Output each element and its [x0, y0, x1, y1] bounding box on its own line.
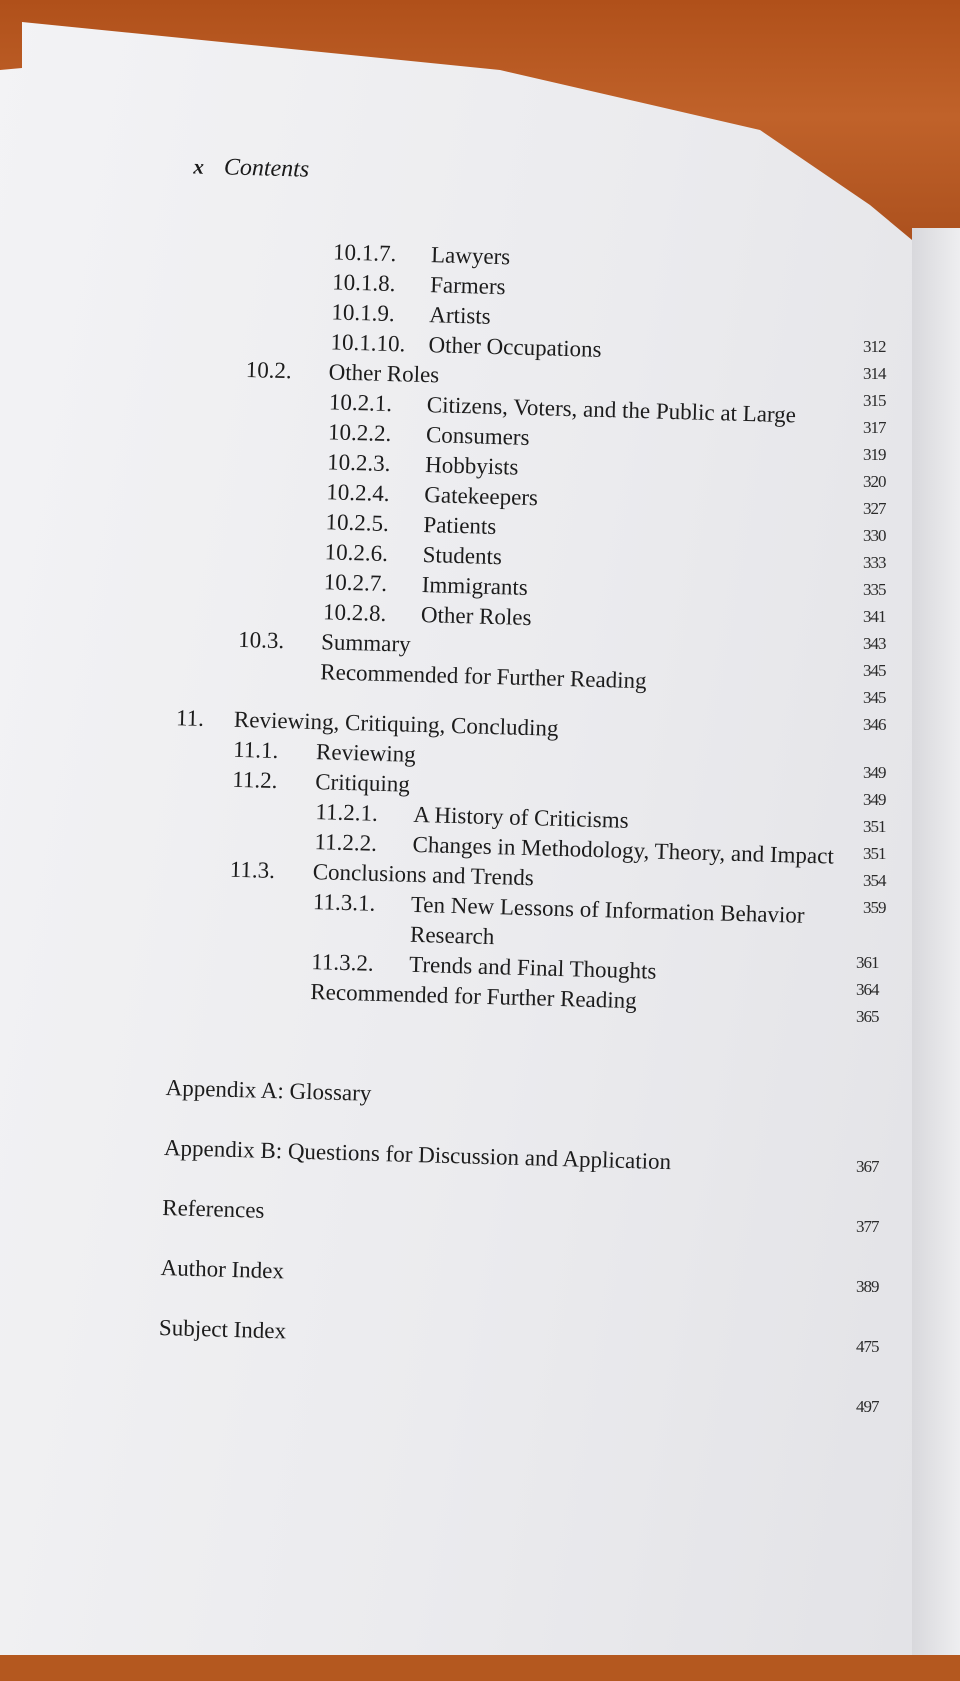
page-number: 314: [863, 364, 886, 383]
page-number: 359: [863, 898, 886, 917]
toc-number: [312, 917, 411, 950]
toc-label: Critiquing: [314, 769, 411, 797]
toc-number: 10.2.3.: [326, 449, 391, 477]
toc-number: 10.2.7.: [323, 569, 388, 597]
toc-label: Gatekeepers: [424, 482, 539, 511]
page-number: 320: [863, 472, 886, 491]
toc-label: Consumers: [425, 422, 530, 450]
page-number: 327: [863, 499, 886, 518]
page-number: 351: [863, 844, 886, 863]
toc-label: Recommended for Further Reading: [320, 659, 647, 694]
page-number: 475: [856, 1337, 879, 1356]
toc-label: References: [161, 1195, 265, 1223]
toc-label: Other Occupations: [428, 332, 602, 362]
toc-back-matter-entry: [162, 1193, 265, 1226]
toc-label: Hobbyists: [424, 452, 519, 480]
page-number: 349: [863, 763, 886, 782]
page-number: 333: [863, 553, 886, 572]
toc-entry: [238, 625, 411, 660]
toc-number: 10.1.8.: [331, 269, 396, 297]
toc-entry: [232, 765, 410, 800]
toc-number: 10.2.5.: [325, 509, 390, 537]
toc-label: Immigrants: [421, 572, 529, 600]
page-number: 389: [856, 1277, 879, 1296]
running-head-title: Contents: [223, 154, 310, 183]
toc-entry: [324, 537, 502, 572]
toc-label: Other Roles: [328, 359, 440, 388]
toc-number: 10.2.8.: [322, 599, 387, 627]
page-number: 317: [863, 418, 886, 437]
toc-entry: [333, 237, 511, 272]
toc-label: Farmers: [429, 272, 506, 300]
toc-label: Author Index: [160, 1254, 285, 1284]
page-number: 351: [863, 817, 886, 836]
toc-number: [237, 655, 321, 687]
page-number: 367: [856, 1157, 879, 1176]
toc-label: Patients: [423, 512, 497, 540]
toc-number: 10.2.2.: [327, 419, 392, 447]
page-number: 497: [856, 1397, 879, 1416]
toc-entry: [325, 507, 497, 542]
toc-number: 10.2.6.: [324, 539, 389, 567]
toc-number: 10.3.: [237, 626, 285, 654]
toc-label: A History of Criticisms: [413, 801, 630, 833]
page-number: 330: [863, 526, 886, 545]
toc-label: Appendix B: Questions for Discussion and Application: [163, 1135, 672, 1175]
toc-label: Conclusions and Trends: [312, 859, 535, 891]
toc-label: Reviewing: [315, 739, 417, 767]
toc-number: 11.2.1.: [315, 799, 379, 826]
page-number: 345: [863, 688, 886, 707]
toc-label: Citizens, Voters, and the Public at Large: [426, 392, 797, 428]
toc-number: 10.1.10.: [330, 329, 406, 357]
page-number: 364: [856, 980, 879, 999]
page-number: 335: [863, 580, 886, 599]
toc-label: Reviewing, Critiquing, Concluding: [233, 706, 559, 741]
page-number: 343: [863, 634, 886, 653]
page-number: 354: [863, 871, 886, 890]
toc-label: Changes in Methodology, Theory, and Impact: [412, 831, 835, 869]
toc-label: Research: [409, 921, 495, 950]
toc-number: 11.1.: [232, 736, 279, 764]
toc-number: 11.3.: [229, 856, 276, 884]
toc-label: Trends and Final Thoughts: [408, 951, 657, 984]
page-number: 341: [863, 607, 886, 626]
page-number: 377: [856, 1217, 879, 1236]
toc-label: Students: [422, 542, 503, 570]
toc-label: Appendix A: Glossary: [165, 1075, 372, 1106]
page-number: 361: [856, 953, 879, 972]
page-number: 312: [863, 337, 886, 356]
toc-entry: [245, 355, 439, 390]
toc-label: Other Roles: [420, 601, 532, 631]
toc-number: 10.1.7.: [332, 239, 397, 267]
toc-label: Lawyers: [430, 242, 511, 270]
page-number: 346: [863, 715, 886, 734]
toc-number: 11.2.: [231, 766, 278, 794]
toc-back-matter-entry: [159, 1313, 287, 1347]
toc-number: 11.: [175, 705, 205, 731]
page-number: 319: [863, 445, 886, 464]
toc-number: 10.2.: [245, 357, 293, 384]
page-number: 365: [856, 1007, 879, 1026]
toc-label: Recommended for Further Reading: [310, 979, 638, 1014]
toc-number: 11.3.1.: [312, 889, 376, 916]
toc-back-matter-entry: [160, 1253, 284, 1286]
toc-number: 10.1.9.: [331, 299, 395, 327]
toc-label: Ten New Lessons of Information Behavior: [410, 891, 805, 928]
toc-entry: [331, 297, 491, 331]
toc-number: 10.2.1.: [328, 389, 393, 417]
running-header: [193, 153, 310, 183]
toc-label: Artists: [429, 302, 492, 329]
page-number: 349: [863, 790, 886, 809]
toc-back-matter-entry: [165, 1073, 371, 1109]
page-number: 345: [863, 661, 886, 680]
toc-label: Summary: [320, 629, 411, 657]
toc-number: 11.2.2.: [314, 829, 378, 856]
toc-entry: [332, 267, 506, 302]
toc-number: 11.3.2.: [310, 949, 375, 976]
toc-number: 10.2.4.: [326, 479, 390, 507]
toc-back-matter-entry: [164, 1133, 672, 1177]
page-number-roman: x: [193, 154, 205, 179]
page-number: 315: [863, 391, 886, 410]
toc-label: Subject Index: [158, 1314, 287, 1344]
toc-entry: [237, 655, 647, 696]
